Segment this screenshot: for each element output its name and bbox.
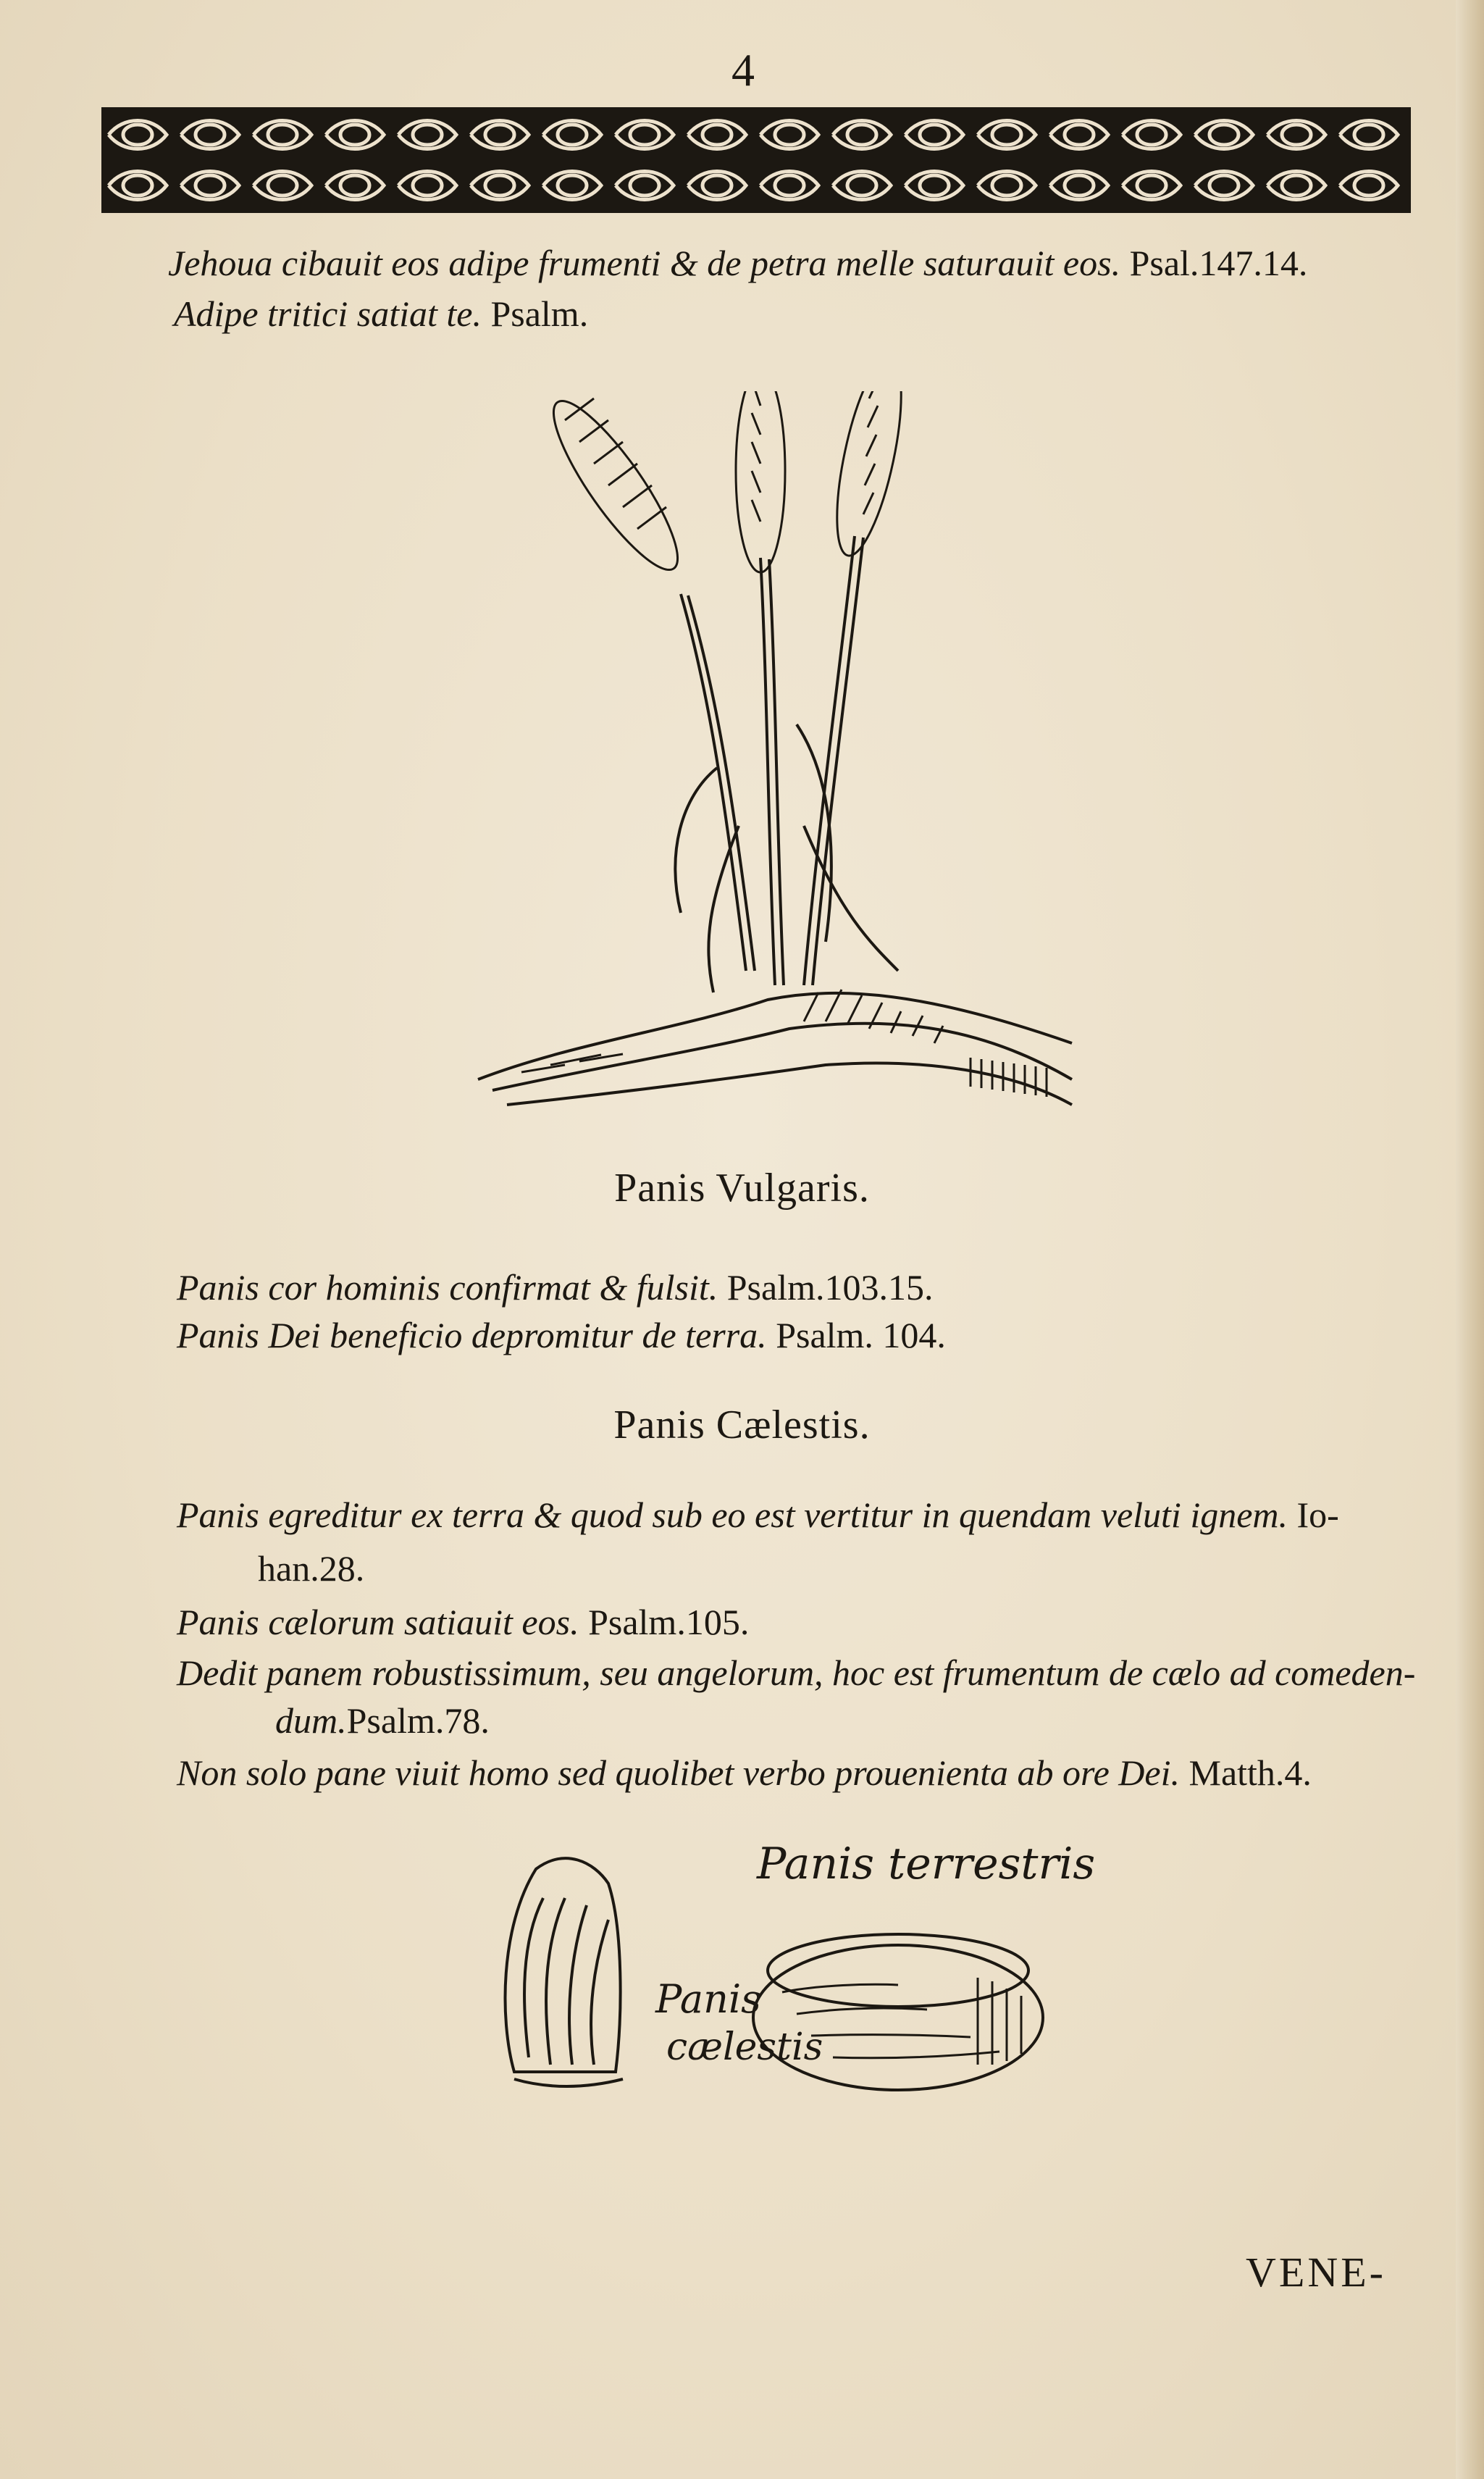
catchword: VENE-	[1246, 2249, 1386, 2296]
panis-caelestis-line-3: Dedit panem robustissimum, seu angelorum, hoc est frumentum de cælo ad comeden-	[177, 1652, 1416, 1693]
header-quote-1: Jehoua cibauit eos adipe frumenti & de petra melle saturauit eos. Psal.147.14.	[168, 243, 1308, 283]
wheat-illustration	[464, 391, 1079, 1130]
header-quote-2: Adipe tritici satiat te. Psalm.	[174, 293, 589, 334]
panis-caelestis-line-1: Panis egreditur ex terra & quod sub eo est vertitur in quendam veluti ignem. Io-	[177, 1494, 1339, 1535]
panis-caelestis-line-1-cont: han.28.	[258, 1548, 365, 1589]
panis-vulgaris-caption: Panis Vulgaris.	[614, 1166, 870, 1211]
page-number: 4	[731, 44, 755, 96]
panis-vulgaris-line-2: Panis Dei beneficio depromitur de terra. Psalm. 104.	[177, 1315, 946, 1355]
label-panis: Panis	[655, 1976, 761, 2022]
panis-caelestis-line-2: Panis cælorum satiauit eos. Psalm.105.	[177, 1602, 750, 1642]
label-panis-terrestris: Panis terrestris	[757, 1839, 1096, 1889]
ornamental-border	[101, 107, 1411, 213]
label-caelestis: cælestis	[666, 2026, 823, 2069]
panis-vulgaris-line-1: Panis cor hominis confirmat & fulsit. Psalm.103.15.	[177, 1267, 934, 1308]
panis-caelestis-caption: Panis Cælestis.	[613, 1402, 871, 1447]
panis-caelestis-line-4: Non solo pane viuit homo sed quolibet verbo prouenienta ab ore Dei. Matth.4.	[177, 1752, 1312, 1793]
panis-caelestis-line-3-cont: dum.Psalm.78.	[275, 1700, 490, 1741]
page-edge	[1456, 0, 1484, 2479]
